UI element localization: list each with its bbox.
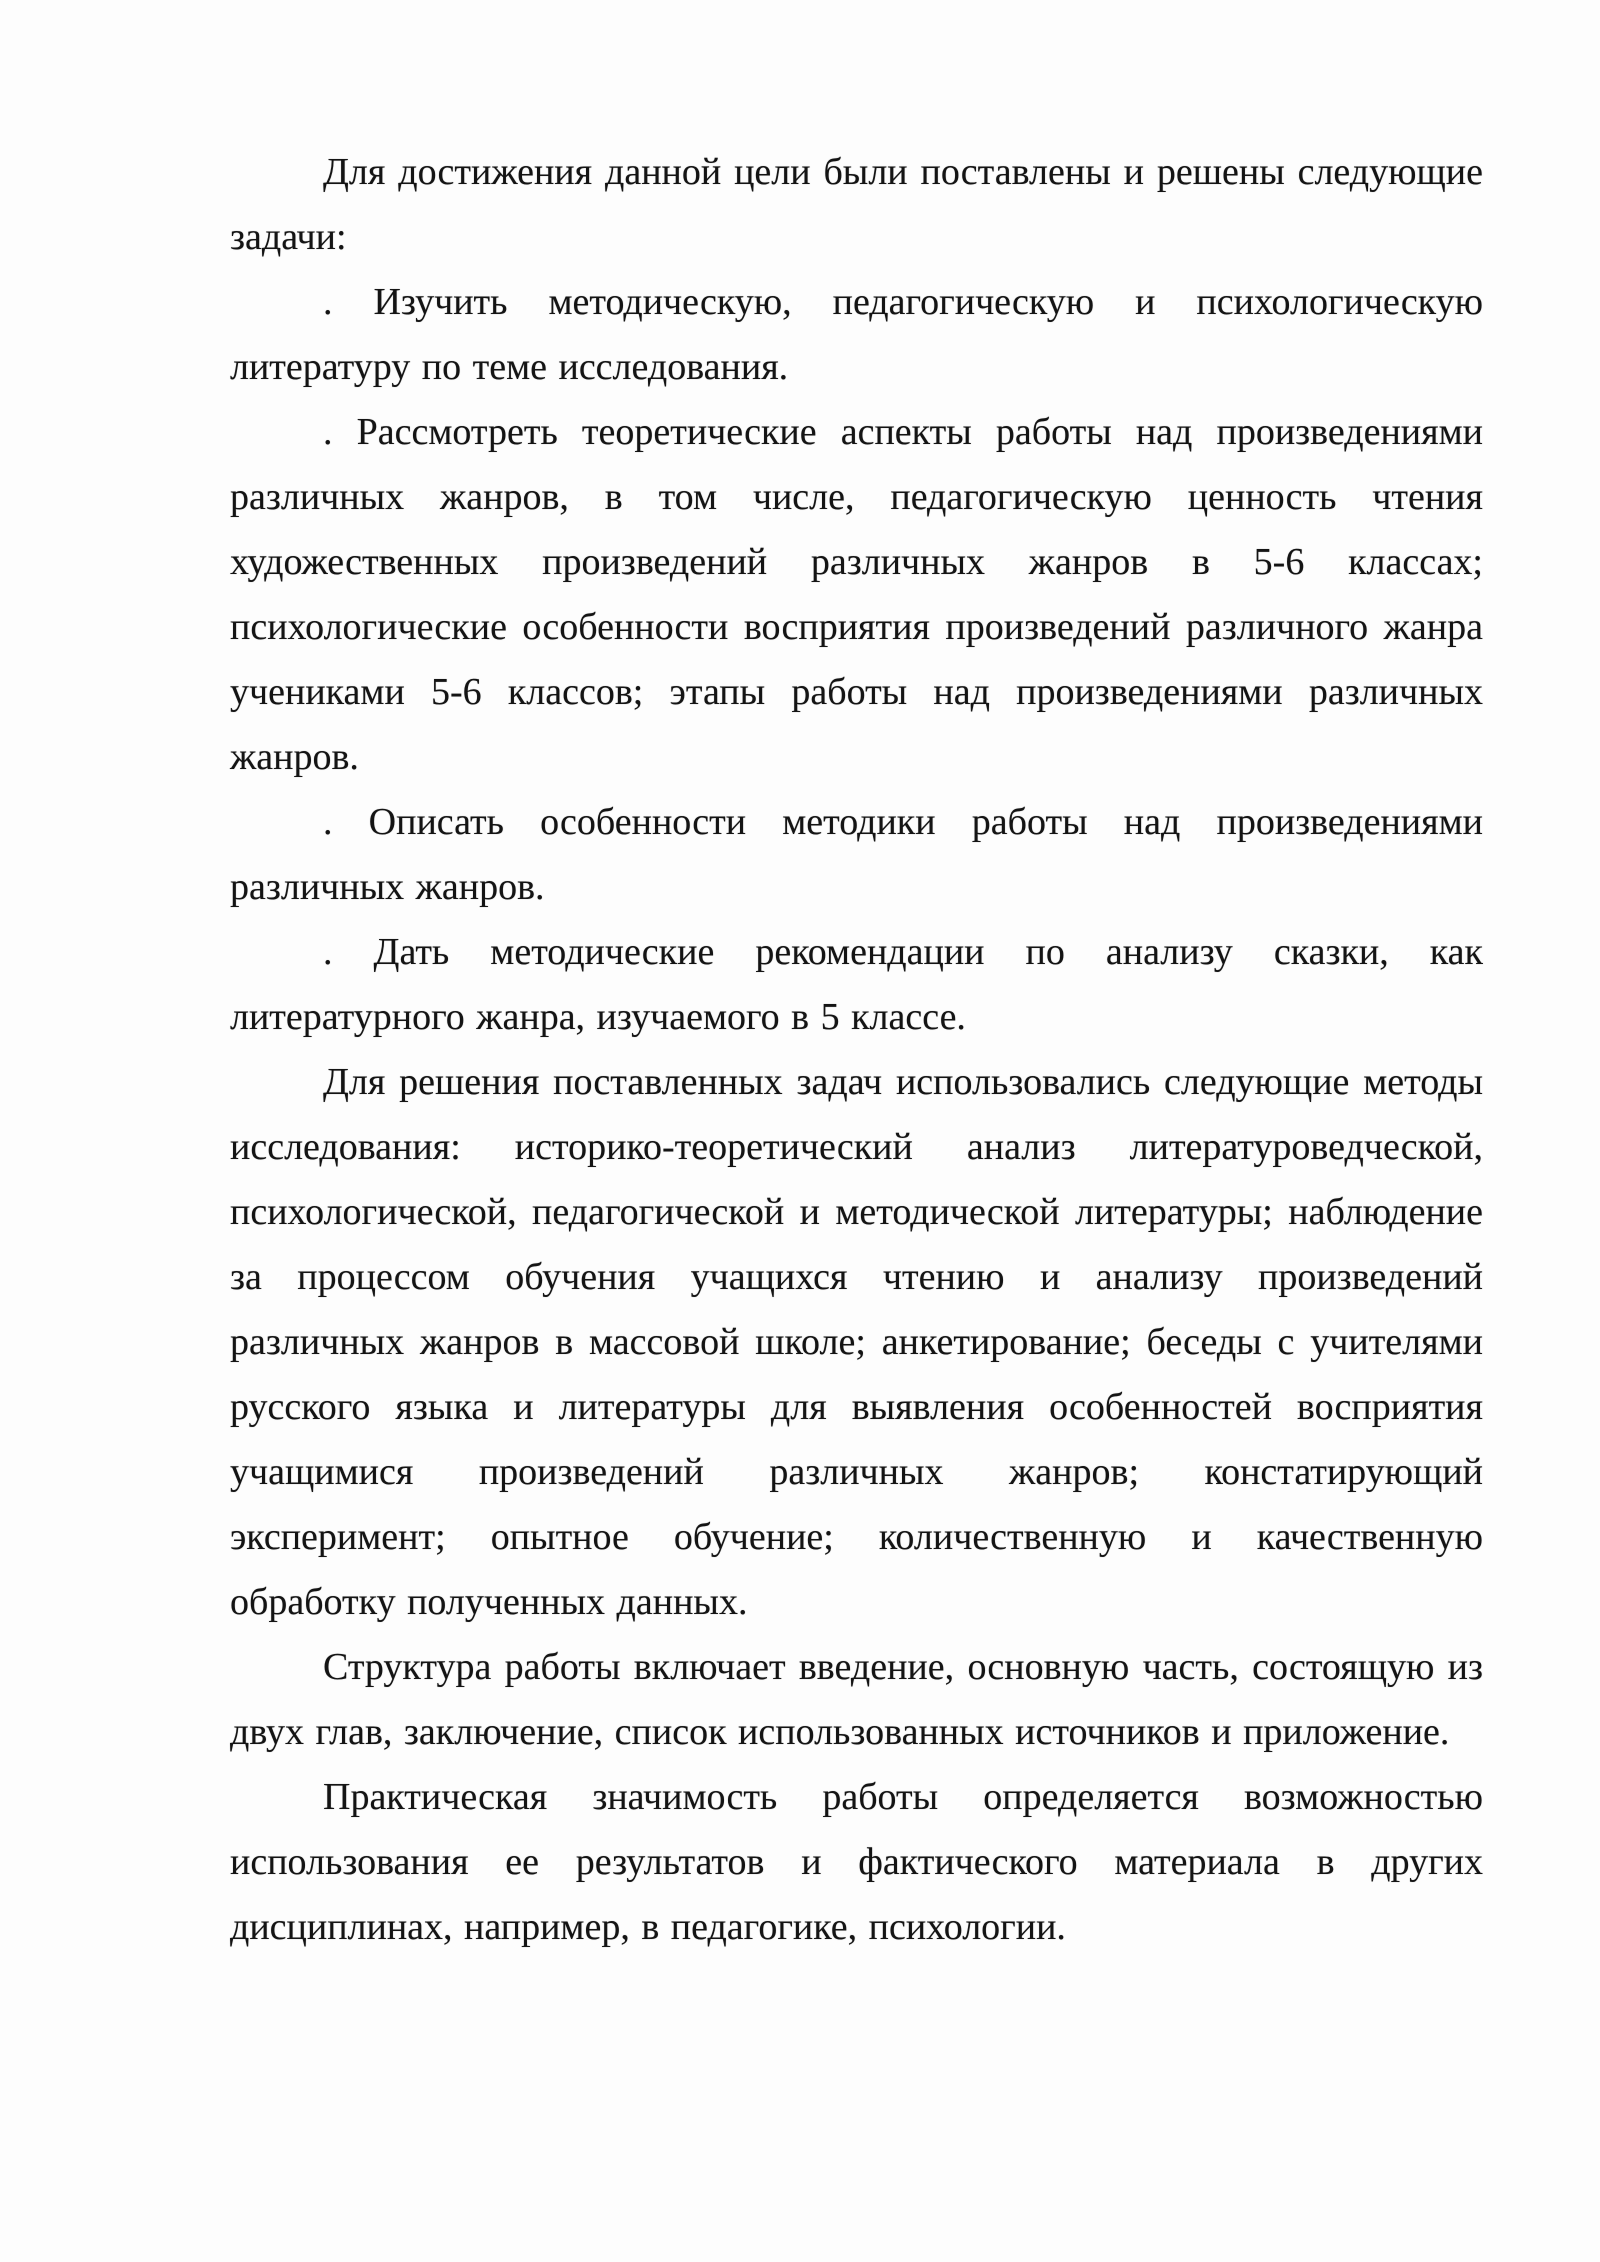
task-item-theoretical-aspects: . Рассмотреть теоретические аспекты работы над произведениями различных жанров, в том числе, педагогическую ценность чтения художественных произведений различных жанров в 5-6 классах; психологические особенности восприятия произведений различного жанра учениками 5-6 классов; этапы работы над произведениями различных жанров.	[230, 411, 1483, 778]
task-item-study-literature: . Изучить методическую, педагогическую и психологическую литературу по теме исследования.	[230, 281, 1483, 388]
paragraph-research-methods: Для решения поставленных задач использовались следующие методы исследования: историко-теоретический анализ литературоведческой, психологической, педагогической и методической литературы; наблюдение за процессом обучения учащихся чтению и анализу произведений различных жанров в массовой школе; анкетирование; беседы с учителями русского языка и литературы для выявления особенностей восприятия учащимися произведений различных жанров; констатирующий эксперимент; опытное обучение; количественную и качественную обработку полученных данных.	[230, 1061, 1483, 1623]
paragraph-work-structure: Структура работы включает введение, основную часть, состоящую из двух глав, заключение, список использованных источников и приложение.	[230, 1646, 1483, 1753]
task-item-recommendations: . Дать методические рекомендации по анализу сказки, как литературного жанра, изучаемого в 5 классе.	[230, 931, 1483, 1038]
paragraph-goal-and-tasks: Для достижения данной цели были поставлены и решены следующие задачи:	[230, 151, 1483, 258]
task-item-describe-methods: . Описать особенности методики работы над произведениями различных жанров.	[230, 801, 1483, 908]
page-text-block	[230, 140, 1483, 1960]
paragraph-practical-significance: Практическая значимость работы определяется возможностью использования ее результатов и фактического материала в других дисциплинах, например, в педагогике, психологии.	[230, 1776, 1483, 1948]
